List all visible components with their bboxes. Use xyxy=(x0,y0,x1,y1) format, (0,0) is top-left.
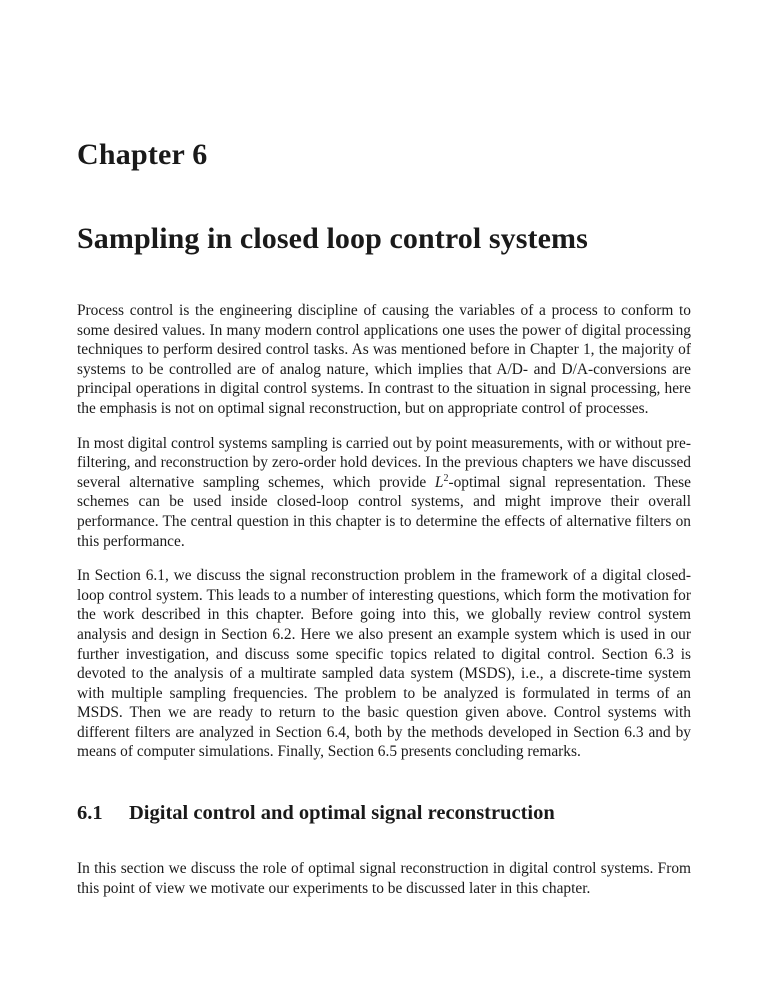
chapter-label: Chapter 6 xyxy=(77,138,208,171)
paragraph-3: In Section 6.1, we discuss the signal reconstruction problem in the framework of a digital closed-loop control system. This leads to a number of interesting questions, which form the motivation for the work described in this chapter. Before going into this, we globally review control system analysis and design in Section 6.2. Here we also present an example system which is used in our further investigation, and discuss some specific topics related to digital control. Section 6.3 is devoted to the analysis of a multirate sampled data system (MSDS), i.e., a discrete-time system with multiple sampling frequencies. The problem to be analyzed is formulated in terms of an MSDS. Then we are ready to return to the basic question given above. Control systems with different filters are analyzed in Section 6.4, both by the methods developed in Section 6.3 and by means of computer simulations. Finally, Section 6.5 presents concluding remarks. xyxy=(77,567,691,761)
section-body xyxy=(77,859,691,913)
chapter-intro xyxy=(77,301,691,777)
section-number: 6.1 xyxy=(77,802,103,824)
section-heading xyxy=(77,802,555,825)
chapter-title: Sampling in closed loop control systems xyxy=(77,222,588,255)
paragraph-2-text-after: -optimal signal representation. These schemes can be used inside closed-loop control systems, and might improve their overall performance. The central question in this chapter is to determine the effects of alternative filters on this performance. xyxy=(77,473,691,550)
paragraph-2-text-before: In most digital control systems sampling is carried out by point measurements, with or without pre-filtering, and reconstruction by zero-order hold devices. In the previous chapters we have discussed several alternative sampling schemes, which provide xyxy=(77,434,691,491)
section-title: Digital control and optimal signal reconstruction xyxy=(129,802,555,824)
l2-math-superscript: 2 xyxy=(443,472,449,484)
paragraph-1: Process control is the engineering discipline of causing the variables of a process to conform to some desired values. In many modern control applications one uses the power of digital processing techniques to perform desired control tasks. As was mentioned before in Chapter 1, the majority of systems to be controlled are of analog nature, which implies that A/D- and D/A-conversions are principal operations in digital control systems. In contrast to the situation in signal processing, here the emphasis is not on optimal signal reconstruction, but on appropriate control of processes. xyxy=(77,302,691,417)
section-paragraph: In this section we discuss the role of optimal signal reconstruction in digital control systems. From this point of view we motivate our experiments to be discussed later in this chapter. xyxy=(77,860,691,897)
l2-math-symbol: L xyxy=(434,473,444,491)
paragraph-2 xyxy=(77,434,691,552)
